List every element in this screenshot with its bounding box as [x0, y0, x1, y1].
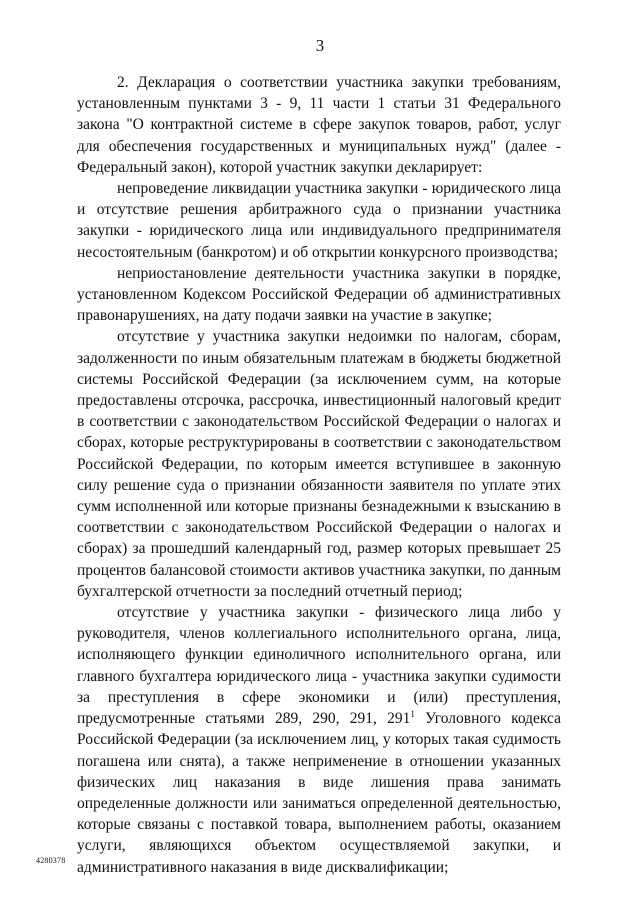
document-body [77, 72, 561, 878]
page-number: 3 [315, 36, 325, 55]
paragraph-text-part: отсутствие у участника закупки - физического лица либо у руководителя, членов коллегиального исполнительного органа, лица, исполняющего функции единоличного исполнительного органа, или главного бухгалтера юридического лица - участника закупки судимости за преступления в сфере экономики и (или) преступления, предусмотренные статьями 289, 290, 291, 291 [77, 604, 561, 728]
paragraph-no-suspension: неприостановление деятельности участника закупки в порядке, установленном Кодексом Российской Федерации об административных правонарушениях, на дату подачи заявки на участие в закупке; [77, 264, 561, 325]
paragraph-no-tax-arrears: отсутствие у участника закупки недоимки по налогам, сборам, задолженности по иным обязательным платежам в бюджеты бюджетной системы Российской Федерации (за исключением сумм, на которые предоставлены отсрочка, рассрочка, инвестиционный налоговый кредит в соответствии с законодательством Российской Федерации о налогах и сборах, которые реструктурированы в соответствии с законодательством Российской Федерации, по которым имеется вступившее в законную силу решение суда о признании обязанности заявителя по уплате этих сумм исполненной или которые признаны безнадежными к взысканию в соответствии с законодательством Российской Федерации о налогах и сборах) за прошедший календарный год, размер которых превышает 25 процентов балансовой стоимости активов участника закупки, по данным бухгалтерской отчетности за последний отчетный период; [77, 328, 561, 600]
document-code: 4280378 [36, 856, 66, 865]
paragraph-declaration-intro: 2. Декларация о соответствии участника закупки требованиям, установленным пунктами 3 - 9, 11 части 1 статьи 31 Федерального закона "О контрактной системе в сфере закупок товаров, работ, услуг для обеспечения государственных и муниципальных нужд" (далее - Федеральный закон), которой участник закупки декларирует: [77, 74, 561, 176]
superscript-index: 1 [410, 708, 415, 719]
paragraph-text-part: Уголовного кодекса Российской Федерации (за исключением лиц, у которых такая судимость погашена или снята), а также неприменение в отношении указанных физических лиц наказания в виде лишения права занимать определенные должности или заниматься определенной деятельностью, которые связаны с поставкой товара, выполнением работы, оказанием услуги, являющихся объектом осуществляемой закупки, и административного наказания в виде дисквалификации; [77, 710, 561, 876]
paragraph-no-liquidation: непроведение ликвидации участника закупки - юридического лица и отсутствие решения арбитражного суда о признании участника закупки - юридического лица или индивидуального предпринимателя несостоятельным (банкротом) и об открытии конкурсного производства; [77, 180, 561, 261]
paragraph-no-criminal-record [77, 602, 561, 878]
